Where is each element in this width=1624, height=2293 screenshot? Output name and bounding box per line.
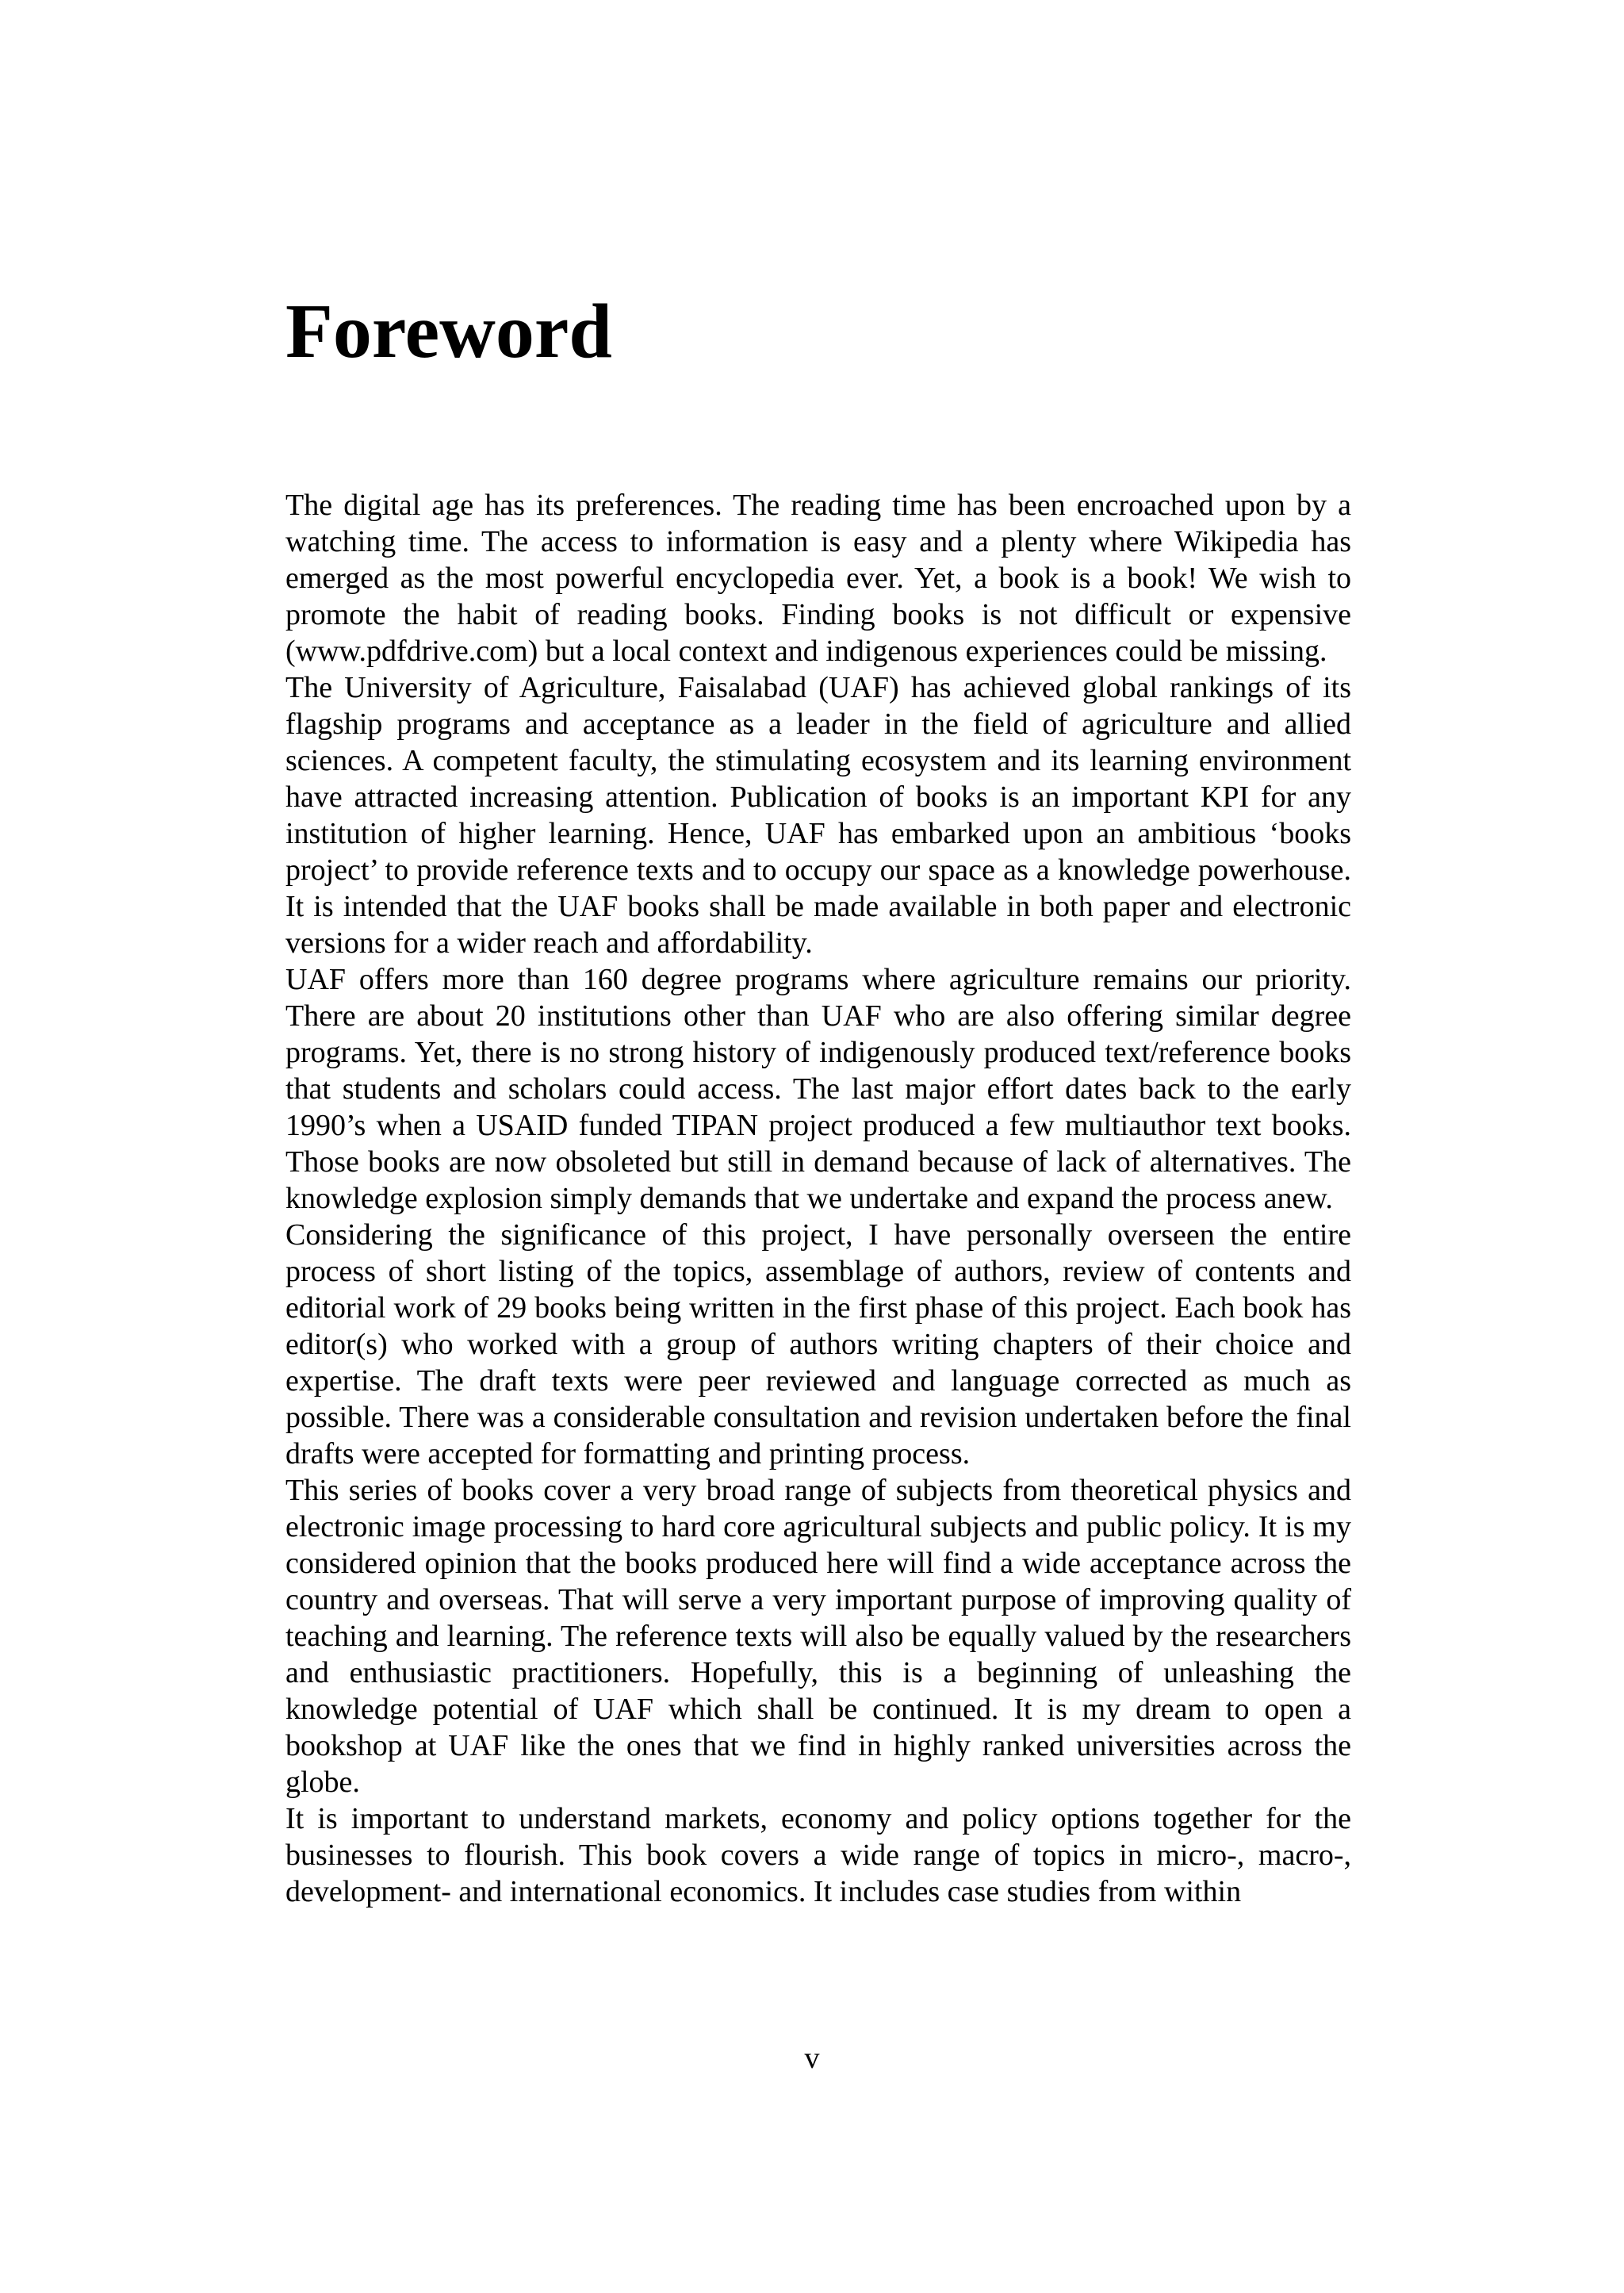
paragraph-book-series: This series of books cover a very broad range of subjects from theoretical physics and electronic image processing to hard core agricultural subjects and public policy. It is my considered opinion that the books produced here will find a wide acceptance across the country and overseas. That will serve a very important purpose of improving quality of teaching and learning. The reference texts will also be equally valued by the researchers and enthusiastic practitioners. Hopefully, this is a beginning of unleashing the knowledge potential of UAF which shall be continued. It is my dream to open a bookshop at UAF like the ones that we find in highly ranked universities across the globe.	[285, 1474, 1351, 1799]
paragraph-uaf-rankings: The University of Agriculture, Faisalabad (UAF) has achieved global rankings of its flagship programs and acceptance as a leader in the field of agriculture and allied sciences. A competent faculty, the stimulating ecosystem and its learning environment have attracted increasing attention. Publication of books is an important KPI for any institution of higher learning. Hence, UAF has embarked upon an ambitious ‘books project’ to provide reference texts and to occupy our space as a knowledge powerhouse. It is intended that the UAF books shall be made available in both paper and electronic versions for a wider reach and affordability.	[285, 671, 1351, 960]
foreword-body	[285, 487, 1351, 1910]
paragraph-degree-programs: UAF offers more than 160 degree programs where agriculture remains our priority. There are about 20 institutions other than UAF who are also offering similar degree programs. Yet, there is no strong history of indigenously produced text/reference books that students and scholars could access. The last major effort dates back to the early 1990’s when a USAID funded TIPAN project produced a few multiauthor text books. Those books are now obsoleted but still in demand because of lack of alternatives. The knowledge explosion simply demands that we undertake and expand the process anew.	[285, 963, 1351, 1215]
page-title: Foreword	[285, 289, 612, 374]
paragraph-project-oversight: Considering the significance of this project, I have personally overseen the entire process of short listing of the topics, assemblage of authors, review of contents and editorial work of 29 books being written in the first phase of this project. Each book has editor(s) who worked with a group of authors writing chapters of their choice and expertise. The draft texts were peer reviewed and language corrected as much as possible. There was a considerable consultation and revision undertaken before the final drafts were accepted for formatting and printing process.	[285, 1218, 1351, 1471]
paragraph-economics-book: It is important to understand markets, economy and policy options together for the businesses to flourish. This book covers a wide range of topics in micro-, macro-, development- and international economics. It includes case studies from within	[285, 1802, 1351, 1908]
page-number: v	[804, 2042, 820, 2075]
paragraph-digital-age: The digital age has its preferences. The reading time has been encroached upon by a watching time. The access to information is easy and a plenty where Wikipedia has emerged as the most powerful encyclopedia ever. Yet, a book is a book! We wish to promote the habit of reading books. Finding books is not difficult or expensive (www.pdfdrive.com) but a local context and indigenous experiences could be missing.	[285, 489, 1351, 668]
